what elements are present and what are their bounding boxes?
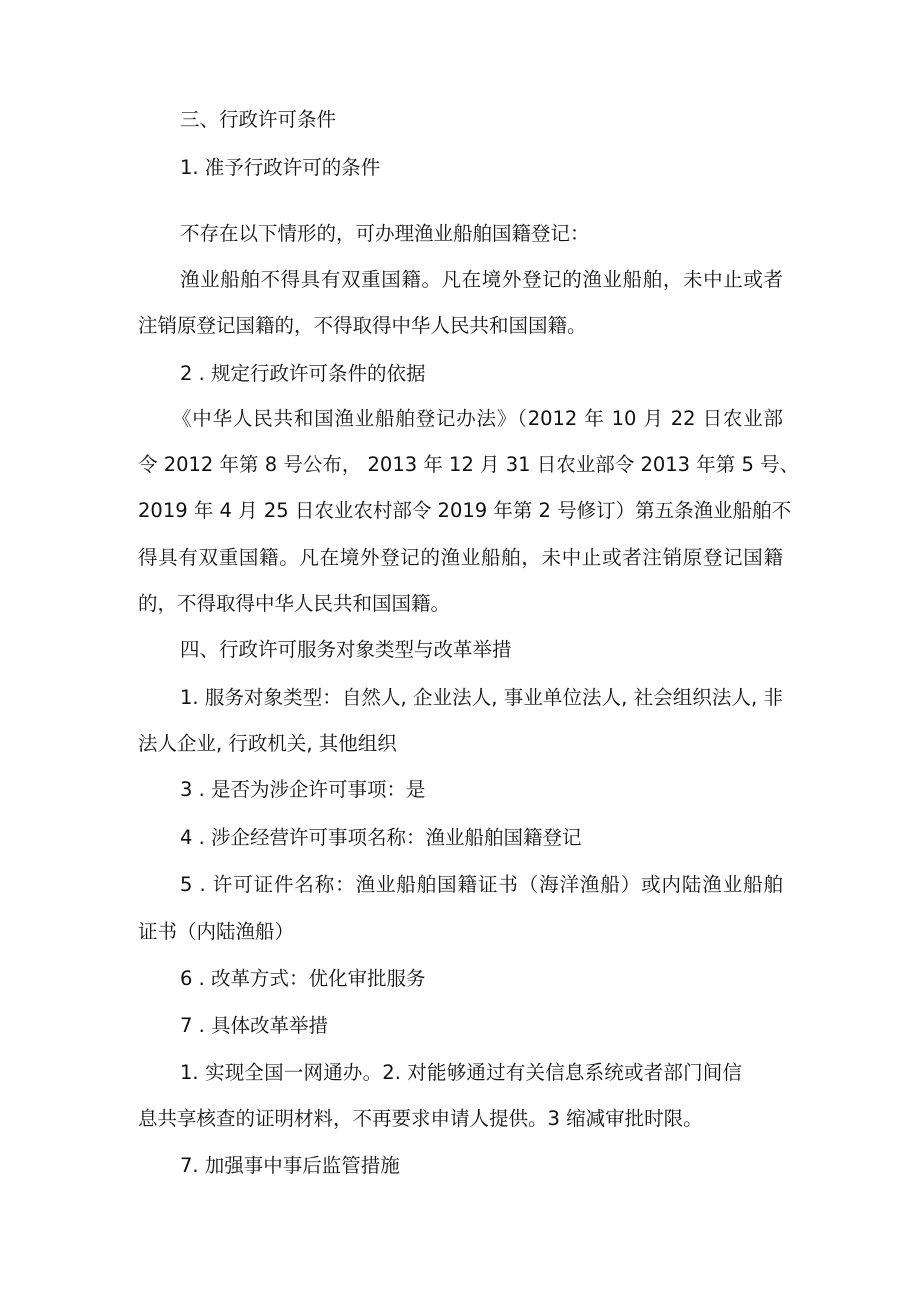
paragraph-line: 2019 年 4 月 25 日农业农村部令 2019 年第 2 号修订）第五条渔业船舶不 bbox=[138, 499, 792, 522]
list-item: 7 . 具体改革举措 bbox=[180, 1014, 329, 1037]
list-item: 4 . 涉企经营许可事项名称：渔业船舶国籍登记 bbox=[180, 826, 582, 849]
paragraph-line: 1. 实现全国一网通办。2. 对能够通过有关信息系统或者部门间信 bbox=[180, 1061, 742, 1084]
paragraph-line: 令 2012 年第 8 号公布， 2013 年 12 月 31 日农业部令 2013 年第 5 号、 bbox=[138, 453, 800, 476]
paragraph-line: 不存在以下情形的，可办理渔业船舶国籍登记： bbox=[180, 222, 590, 245]
subheading-supervision: 7. 加强事中事后监管措施 bbox=[180, 1154, 400, 1177]
section-heading-conditions: 三、行政许可条件 bbox=[180, 108, 337, 131]
paragraph-line: 《中华人民共和国渔业船舶登记办法》（2012 年 10 月 22 日农业部 bbox=[172, 407, 783, 430]
list-item: 3 . 是否为涉企许可事项：是 bbox=[180, 778, 426, 801]
list-item: 5 . 许可证件名称：渔业船舶国籍证书（海洋渔船）或内陆渔业船舶 bbox=[180, 873, 783, 896]
paragraph-line: 法人企业, 行政机关, 其他组织 bbox=[138, 732, 397, 755]
paragraph-line: 渔业船舶不得具有双重国籍。凡在境外登记的渔业船舶，未中止或者 bbox=[180, 268, 783, 291]
paragraph-line: 得具有双重国籍。凡在境外登记的渔业船舶，未中止或者注销原登记国籍 bbox=[138, 546, 783, 569]
paragraph-line: 息共享核查的证明材料，不再要求申请人提供。3 缩减审批时限。 bbox=[138, 1107, 703, 1130]
section-heading-service-targets: 四、行政许可服务对象类型与改革举措 bbox=[180, 638, 512, 661]
paragraph-line: 注销原登记国籍的，不得取得中华人民共和国国籍。 bbox=[138, 314, 587, 337]
subheading-basis: 2 . 规定行政许可条件的依据 bbox=[180, 362, 426, 385]
paragraph-line: 1. 服务对象类型：自然人, 企业法人, 事业单位法人, 社会组织法人, 非 bbox=[180, 686, 783, 709]
paragraph-line: 证书（内陆渔船） bbox=[138, 920, 295, 943]
subheading-approval-conditions: 1. 准予行政许可的条件 bbox=[180, 156, 381, 179]
paragraph-line: 的，不得取得中华人民共和国国籍。 bbox=[138, 592, 451, 615]
list-item: 6 . 改革方式：优化审批服务 bbox=[180, 967, 426, 990]
